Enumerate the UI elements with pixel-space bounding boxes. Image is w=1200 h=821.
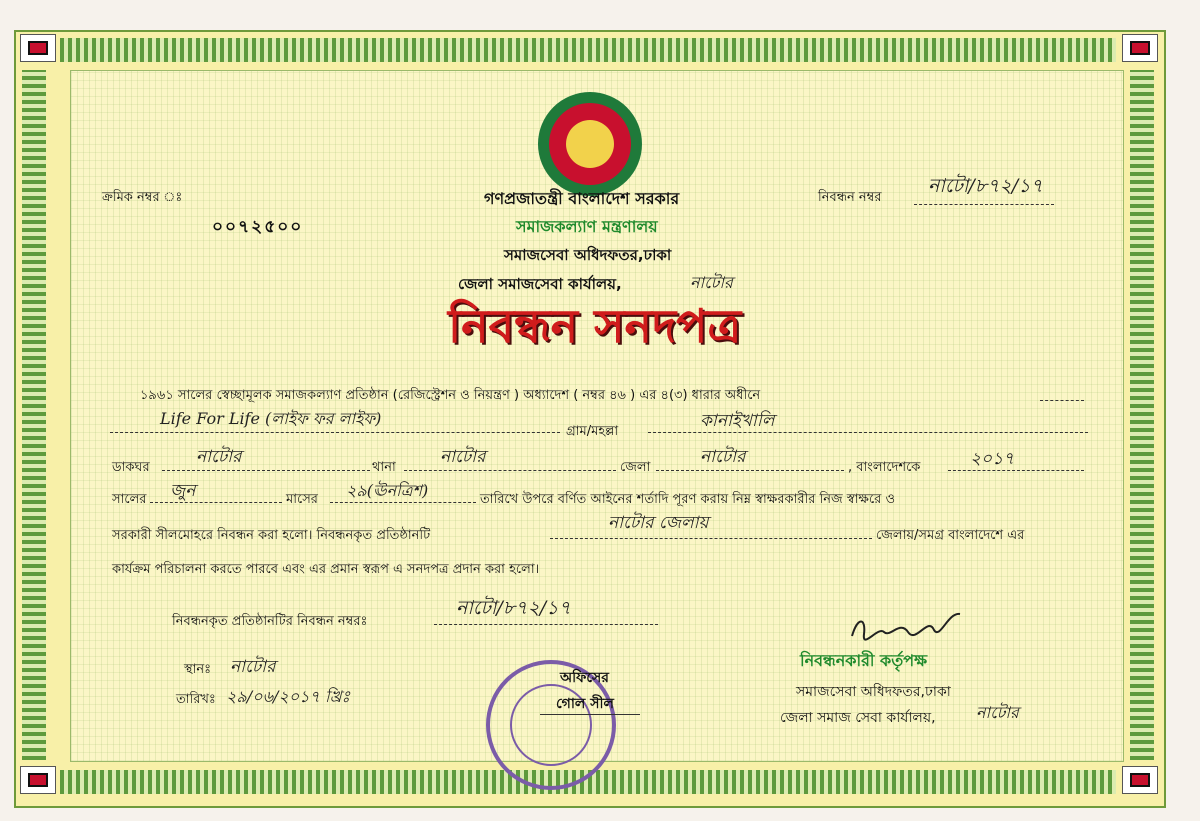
district-line (656, 470, 844, 471)
government-seal-icon (538, 92, 642, 196)
border-left (22, 70, 46, 760)
certificate-title: নিবন্ধন সনদপত্র (448, 299, 742, 353)
serial-number: ০০৭২৫০০ (212, 217, 304, 237)
date-label: তারিখঃ (176, 692, 216, 707)
line5-start: সরকারী সীলমোহরে নিবন্ধন করা হলো। নিবন্ধনকৃত প্রতিষ্ঠানটি (112, 528, 431, 543)
corner-flag-icon (1122, 766, 1158, 794)
reg-no-label: নিবন্ধনকৃত প্রতিষ্ঠানটির নিবন্ধন নম্বরঃ (172, 614, 368, 629)
ordinance-line: ১৯৬১ সালের স্বেচ্ছামূলক সমাজকল্যাণ প্রতিষ্ঠান (রেজিস্ট্রেশন ও নিয়ন্ত্রণ ) অধ্যাদেশ ( নম্বর ৪৬ ) এর ৪(৩) ধারার অধীনে (140, 388, 761, 403)
village-value: কানাইখালি (700, 411, 775, 431)
scope-value: নাটোর জেলায় (608, 513, 709, 533)
month-value: জুন (170, 481, 196, 501)
day-value: ২৯(ঊনত্রিশ) (346, 481, 429, 500)
org-name-value: Life For Life (লাইফ ফর লাইফ) (160, 409, 382, 428)
authority-line1: সমাজসেবা অধিদফতর,ঢাকা (796, 684, 951, 700)
year-value: ২০১৭ (970, 449, 1015, 469)
date-value: ২৯/০৬/২০১৭ খ্রিঃ (226, 687, 351, 706)
line6-text: কার্যক্রম পরিচালনা করতে পারবে এবং এর প্রমান স্বরূপ এ সনদপত্র প্রদান করা হলো। (112, 562, 540, 577)
reg-number-line (914, 204, 1054, 205)
corner-flag-icon (20, 34, 56, 62)
authority-district: নাটোর (976, 703, 1019, 722)
month-label: মাসের (286, 492, 318, 507)
reg-number-value: নাটো/৮৭২/১৭ (928, 175, 1043, 197)
ordinance-line-fill (1040, 400, 1084, 401)
gov-line: গণপ্রজাতন্ত্রী বাংলাদেশ সরকার (484, 189, 680, 208)
office-seal-line2: গোল সীল (556, 696, 614, 712)
year-label: সালের (112, 492, 147, 507)
place-value: নাটোর (230, 657, 276, 677)
line5-end: জেলায়/সমগ্র বাংলাদেশে এর (876, 528, 1025, 543)
district-value: নাটোর (700, 447, 746, 467)
office-name: জেলা সমাজসেবা কার্যালয়, (458, 275, 622, 293)
directorate-name: সমাজসেবা অধিদফতর,ঢাকা (504, 246, 672, 264)
border-right (1130, 70, 1154, 760)
country-label: , বাংলাদেশকে (848, 460, 921, 475)
office-district: নাটোর (690, 273, 733, 292)
border-top (60, 38, 1116, 62)
serial-label: ক্রমিক নম্বর ঃ (102, 190, 183, 205)
corner-flag-icon (1122, 34, 1158, 62)
village-label: গ্রাম/মহল্লা (566, 424, 619, 439)
year-line (948, 470, 1084, 471)
post-office-line (162, 470, 370, 471)
place-label: স্থানঃ (184, 662, 212, 677)
ministry-name: সমাজকল্যাণ মন্ত্রণালয় (516, 217, 658, 236)
authority-line2: জেলা সমাজ সেবা কার্যালয়, (780, 710, 936, 726)
corner-flag-icon (20, 766, 56, 794)
reg-number-label: নিবন্ধন নম্বর (818, 190, 882, 205)
district-label: জেলা (620, 460, 651, 475)
signature-icon (848, 606, 968, 646)
post-office-label: ডাকঘর (112, 460, 150, 475)
authority-title: নিবন্ধনকারী কর্তৃপক্ষ (800, 651, 928, 670)
thana-label: থানা (372, 460, 396, 475)
reg-no-value: নাটো/৮৭২/১৭ (456, 597, 571, 619)
line4-text: তারিখে উপরে বর্ণিত আইনের শর্তাদি পূরণ করায় নিম্ন স্বাক্ষরকারীর নিজ স্বাক্ষরে ও (480, 492, 896, 507)
office-seal-underline (540, 714, 640, 715)
thana-value: নাটোর (440, 447, 486, 467)
post-office-value: নাটোর (196, 447, 242, 467)
office-seal-line1: অফিসের (560, 670, 609, 686)
thana-line (404, 470, 616, 471)
scope-line (550, 538, 872, 539)
